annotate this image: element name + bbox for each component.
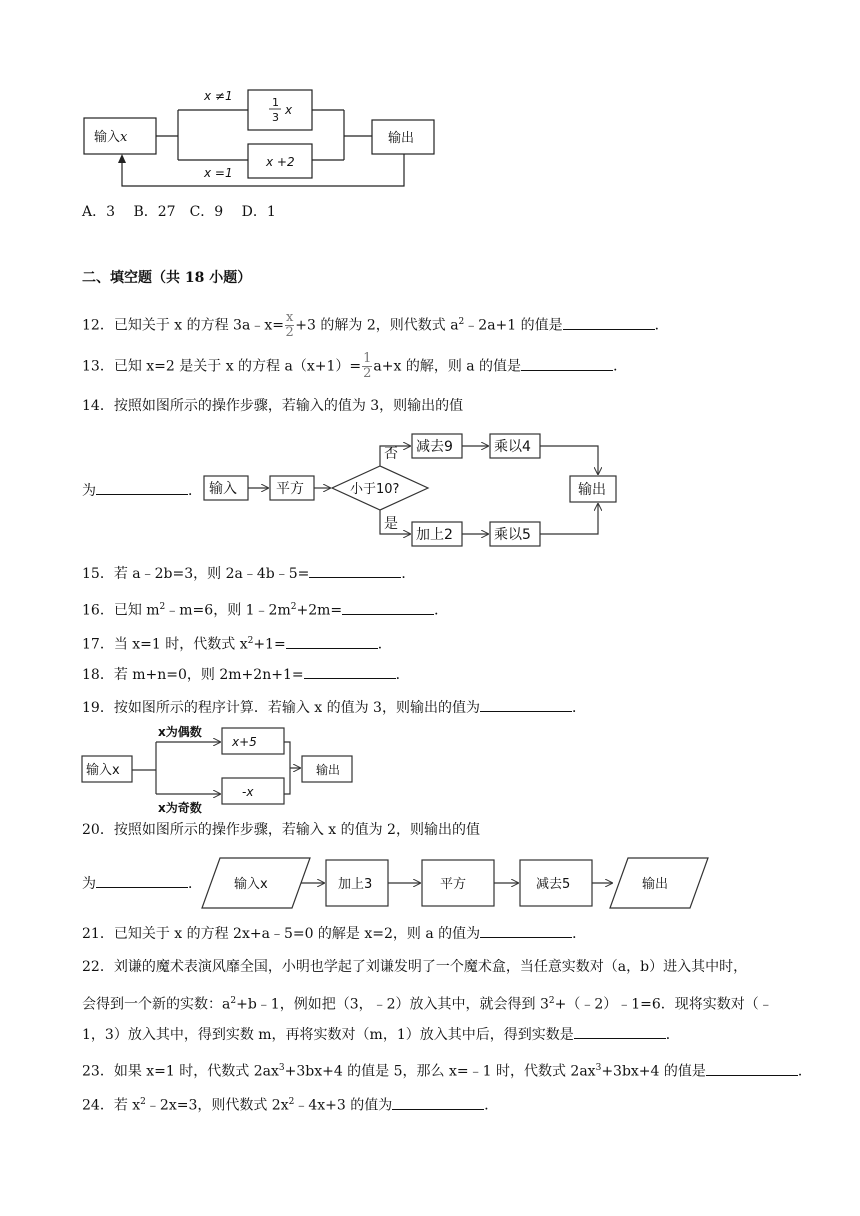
q22-answer-blank[interactable] (574, 1024, 666, 1039)
fc19-top-label: x+5 (232, 735, 257, 749)
q18: 18．若 m+n=0，则 2m+2n+1= ． (82, 664, 410, 685)
fc19-bottom-label: -x (242, 785, 254, 799)
q16: 16．已知 $m^2﹣m=6$，则 $1﹣2m^2+2m=$ ． (82, 597, 448, 621)
fc14-add2-label: 加上2 (416, 527, 453, 543)
q19-answer-blank[interactable] (480, 697, 572, 712)
q22-line3: 1，3）放入其中，得到实数 m，再将实数对（m，1）放入其中后，得到实数是 ． (82, 1024, 680, 1045)
q23: 23．如果 x=1 时，代数式 $2ax^3+3bx+4$ 的值是 5，那么 x=﹣1 时，代数式 $2ax^3+3bx+4$ 的值是 ． (82, 1058, 812, 1082)
fc20-square-label: 平方 (440, 877, 467, 892)
q23-answer-blank[interactable] (706, 1061, 798, 1076)
q15-answer-blank[interactable] (309, 563, 401, 578)
fc20-add3-label: 加上3 (338, 877, 373, 892)
q21: 21．已知关于 x 的方程 2x+a﹣5=0 的解是 x=2，则 a 的值为 ． (82, 923, 586, 944)
q13-fraction: $\frac{1}{2}$ (363, 351, 372, 381)
q14-line2: 为 ． (82, 480, 202, 501)
q15: 15．若 a﹣2b=3，则 2a﹣4b﹣5= ． (82, 563, 415, 584)
q19: 19．按如图所示的程序计算．若输入 x 的值为 3，则输出的值为 ． (82, 697, 586, 718)
q17-answer-blank[interactable] (286, 634, 378, 649)
q14-line1: 14．按照如图所示的操作步骤，若输入的值为 3，则输出的值 (82, 398, 464, 414)
fc14-mul5-label: 乘以5 (494, 527, 531, 543)
fc19-odd-label: x为奇数 (158, 801, 202, 814)
flowchart-q19 (80, 722, 360, 814)
fc14-input-label: 输入 (209, 481, 237, 497)
fc1-top-box (248, 90, 312, 130)
fc14-no-label: 否 (384, 446, 398, 462)
q20-answer-blank[interactable] (96, 873, 188, 888)
flowchart-q14 (200, 428, 620, 548)
fc1-cond-top: x ≠1 (204, 89, 233, 103)
q12: 12．已知关于 x 的方程 3a﹣x= $\frac{x}{2}$ +3 的解为 2，则代数式 $a^2﹣2a+1$ 的值是 ． (82, 310, 669, 340)
q17: 17．当 x=1 时，代数式 $x^2+1=$ ． (82, 631, 392, 655)
q21-answer-blank[interactable] (480, 923, 572, 938)
q22-line2: 会得到一个新的实数：$a^2+b﹣1$，例如把（3，﹣2）放入其中，就会得到 $3^2+(﹣2)﹣1=6$．现将实数对（﹣ (82, 996, 773, 1013)
section2-title: 二、填空题（共 18 小题） (82, 270, 252, 286)
fc1-return-arrowhead (118, 154, 126, 163)
svg-text:输入x (94, 129, 128, 145)
q16-answer-blank[interactable] (342, 600, 434, 615)
fc20-output-label: 输出 (642, 877, 669, 892)
fc19-input-label: 输入x (86, 763, 120, 778)
q20-line2: 为 ． (82, 873, 202, 894)
q13: 13．已知 x=2 是关于 x 的方程 a（x+1）= $\frac{1}{2}$ a+x 的解，则 a 的值是 ． (82, 351, 628, 381)
fc1-top-num: 1 (272, 96, 279, 109)
q20-line1: 20．按照如图所示的操作步骤，若输入 x 的值为 2，则输出的值 (82, 822, 480, 838)
fc1-top-var: x (285, 103, 293, 117)
fc14-diamond-label: 小于10? (350, 482, 400, 497)
q14-answer-blank[interactable] (96, 480, 188, 495)
q13-answer-blank[interactable] (521, 356, 613, 371)
q11-options: A．3 B．27 C．9 D．1 (82, 204, 276, 220)
q24: 24．若 $x^2﹣2x=3$，则代数式 $2x^2﹣4x+3$ 的值为 ． (82, 1092, 498, 1116)
flowchart-q11 (80, 84, 440, 192)
q18-answer-blank[interactable] (304, 664, 396, 679)
fc20-input-label: 输入x (234, 877, 268, 892)
q22-line1: 22．刘谦的魔术表演风靡全国，小明也学起了刘谦发明了一个魔术盒，当任意实数对（a，b）进入其中时， (82, 959, 748, 975)
fc1-bottom-expr: x +2 (266, 155, 295, 169)
q12-fraction: $\frac{x}{2}$ (285, 310, 294, 340)
fc1-input-label: 输入 (94, 130, 121, 145)
fc14-yes-label: 是 (384, 516, 398, 532)
fc14-mul4-label: 乘以4 (494, 439, 531, 455)
fc14-sub9-label: 减去9 (416, 439, 453, 455)
q12-answer-blank[interactable] (563, 315, 655, 330)
q24-answer-blank[interactable] (392, 1095, 484, 1110)
fc14-output-label: 输出 (578, 482, 606, 498)
fc1-top-den: 3 (272, 111, 279, 124)
fc14-square-label: 平方 (276, 481, 304, 497)
fc1-cond-bottom: x =1 (204, 166, 233, 180)
fc1-input-var: x (120, 130, 128, 145)
fc1-output-label: 输出 (388, 131, 415, 146)
flowchart-q20 (200, 852, 710, 914)
fc19-output-label: 输出 (316, 763, 341, 777)
fc19-even-label: x为偶数 (158, 725, 202, 739)
fc20-sub5-label: 减去5 (536, 877, 571, 892)
